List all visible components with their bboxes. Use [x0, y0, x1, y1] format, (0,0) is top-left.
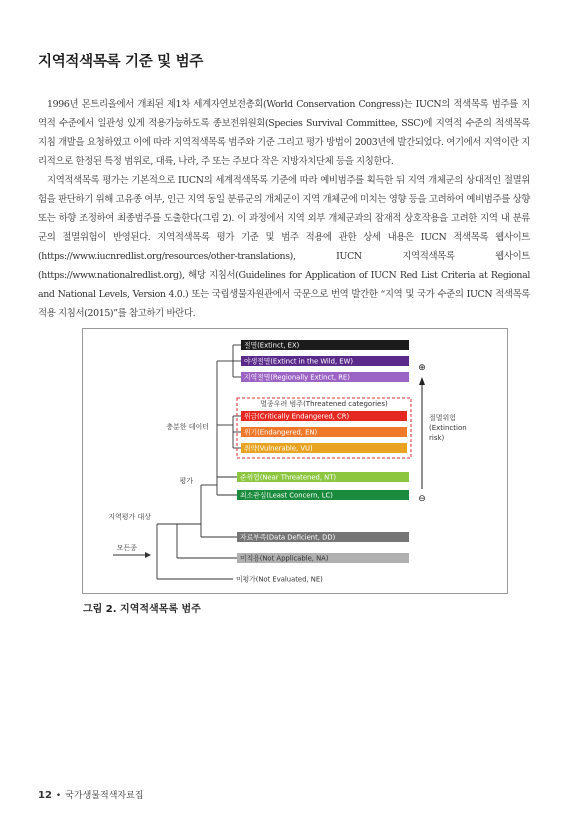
risk-minus-icon: ⊖ — [418, 494, 426, 504]
risk-label-line1: 절멸위험 — [429, 414, 457, 422]
risk-plus-icon: ⊕ — [418, 363, 426, 373]
bar-ew-label: 야생절멸(Extinct in the Wild, EW) — [244, 357, 353, 366]
bar-na-label: 미적용(Not Applicable, NA) — [240, 554, 329, 563]
bar-lc-label: 최소관심(Least Concern, LC) — [240, 491, 333, 500]
eligible-label: 지역평가 대상 — [108, 513, 151, 521]
bar-ex — [241, 340, 409, 350]
bar-nt-label: 준위협(Near Threatened, NT) — [240, 473, 337, 482]
risk-label-line2: (Extinction — [429, 424, 467, 432]
bar-ew — [241, 356, 409, 366]
evaluated-label: 평가 — [179, 477, 193, 485]
bar-vu-label: 취약(Vulnerable, VU) — [244, 444, 313, 453]
threatened-label: 멸종우려 범주(Threatened categories) — [260, 400, 388, 408]
bar-vu — [241, 443, 407, 453]
paragraph-2: 지역적색목록 평가는 기본적으로 IUCN의 세계적색목록 기준에 따라 예비범주를 획득한 뒤 지역 개체군의 상대적인 절멸위험을 판단하기 위해 고유종 여부, 인근 지역 동일 분류군의 개체군이 지역 개체군에 미치는 영향 등을 고려하여 예비범주를 상향 또는 하향 조정하여 최종범주를 도출한다(그림 2). 이 과정에서 지역 외부 개체군과의 잠재적 상호작용을 고려한 지역 내 분류군의 절멸위험이 반영된다. 지역적색목록 평가 기준 및 범주 적용에 관한 상세 내용은 IUCN 적색목록 웹사이트(https://www.iucnredlist.org/resources/other-translations), IUCN 지역적색목록 웹사이트(https://www.nationalredlist.org), 해당 지침서(Guidelines for Application of IUCN Red List Criteria at Regional and National Levels, Version 4.0.) 또는 국립생물자원관에서 국문으로 번역 발간한 “지역 및 국가 수준의 IUCN 적색목록 적용 지침서(2015)”를 참고하기 바란다. — [38, 175, 530, 319]
body-text — [38, 95, 530, 323]
paragraph-1: 1996년 몬트리올에서 개최된 제1차 세계자연보전총회(World Conservation Congress)는 IUCN의 적색목록 범주를 지역적 수준에서 일관성 있게 적용가능하도록 종보전위원회(Species Survival Committee, SSC)에 지역적 수준의 적색목록 지침 개발을 요청하였고 이에 따라 지역적색목록 범주와 기준 그리고 평가 방법이 2003년에 발간되었다. 여기에서 지역이란 지리적으로 한정된 특정 범위로, 대륙, 나라, 주 또는 주보다 작은 지방자치단체 등을 지칭한다. — [38, 99, 530, 167]
bar-cr — [241, 411, 407, 421]
bar-lc — [237, 490, 409, 500]
bar-nt — [237, 472, 409, 482]
category-bars — [233, 340, 409, 584]
risk-label-line3: risk) — [429, 434, 445, 442]
bar-dd — [237, 532, 409, 542]
bar-en-label: 위기(Endangered, EN) — [244, 428, 318, 437]
bar-re-label: 지역절멸(Regionally Extinct, RE) — [244, 373, 350, 382]
category-diagram-svg — [83, 329, 509, 595]
section-title: 지역적색목록 기준 및 범주 — [38, 54, 204, 70]
page-footer — [38, 788, 143, 801]
footer-separator: • — [55, 791, 62, 801]
bar-ex-label: 절멸(Extinct, EX) — [244, 341, 300, 350]
publication-name: 국가생물적색자료집 — [65, 791, 144, 801]
bar-ne-label: 미평가(Not Evaluated, NE) — [236, 575, 323, 584]
bar-cr-label: 위급(Critically Endangered, CR) — [244, 412, 350, 421]
bar-dd-label: 자료부족(Data Deficient, DD) — [240, 533, 336, 542]
bar-na — [237, 553, 409, 563]
category-diagram — [82, 328, 508, 594]
all-species-arrowhead — [145, 552, 151, 558]
bar-ne — [233, 574, 405, 584]
all-species-label: 모든종 — [116, 544, 137, 552]
bar-re — [241, 372, 409, 382]
figure-caption: 그림 2. 지역적색목록 범주 — [83, 604, 201, 615]
risk-arrowhead — [419, 377, 425, 385]
adequate-data-label: 충분한 데이터 — [166, 423, 209, 431]
page-number: 12 — [38, 790, 52, 801]
bar-en — [241, 427, 407, 437]
